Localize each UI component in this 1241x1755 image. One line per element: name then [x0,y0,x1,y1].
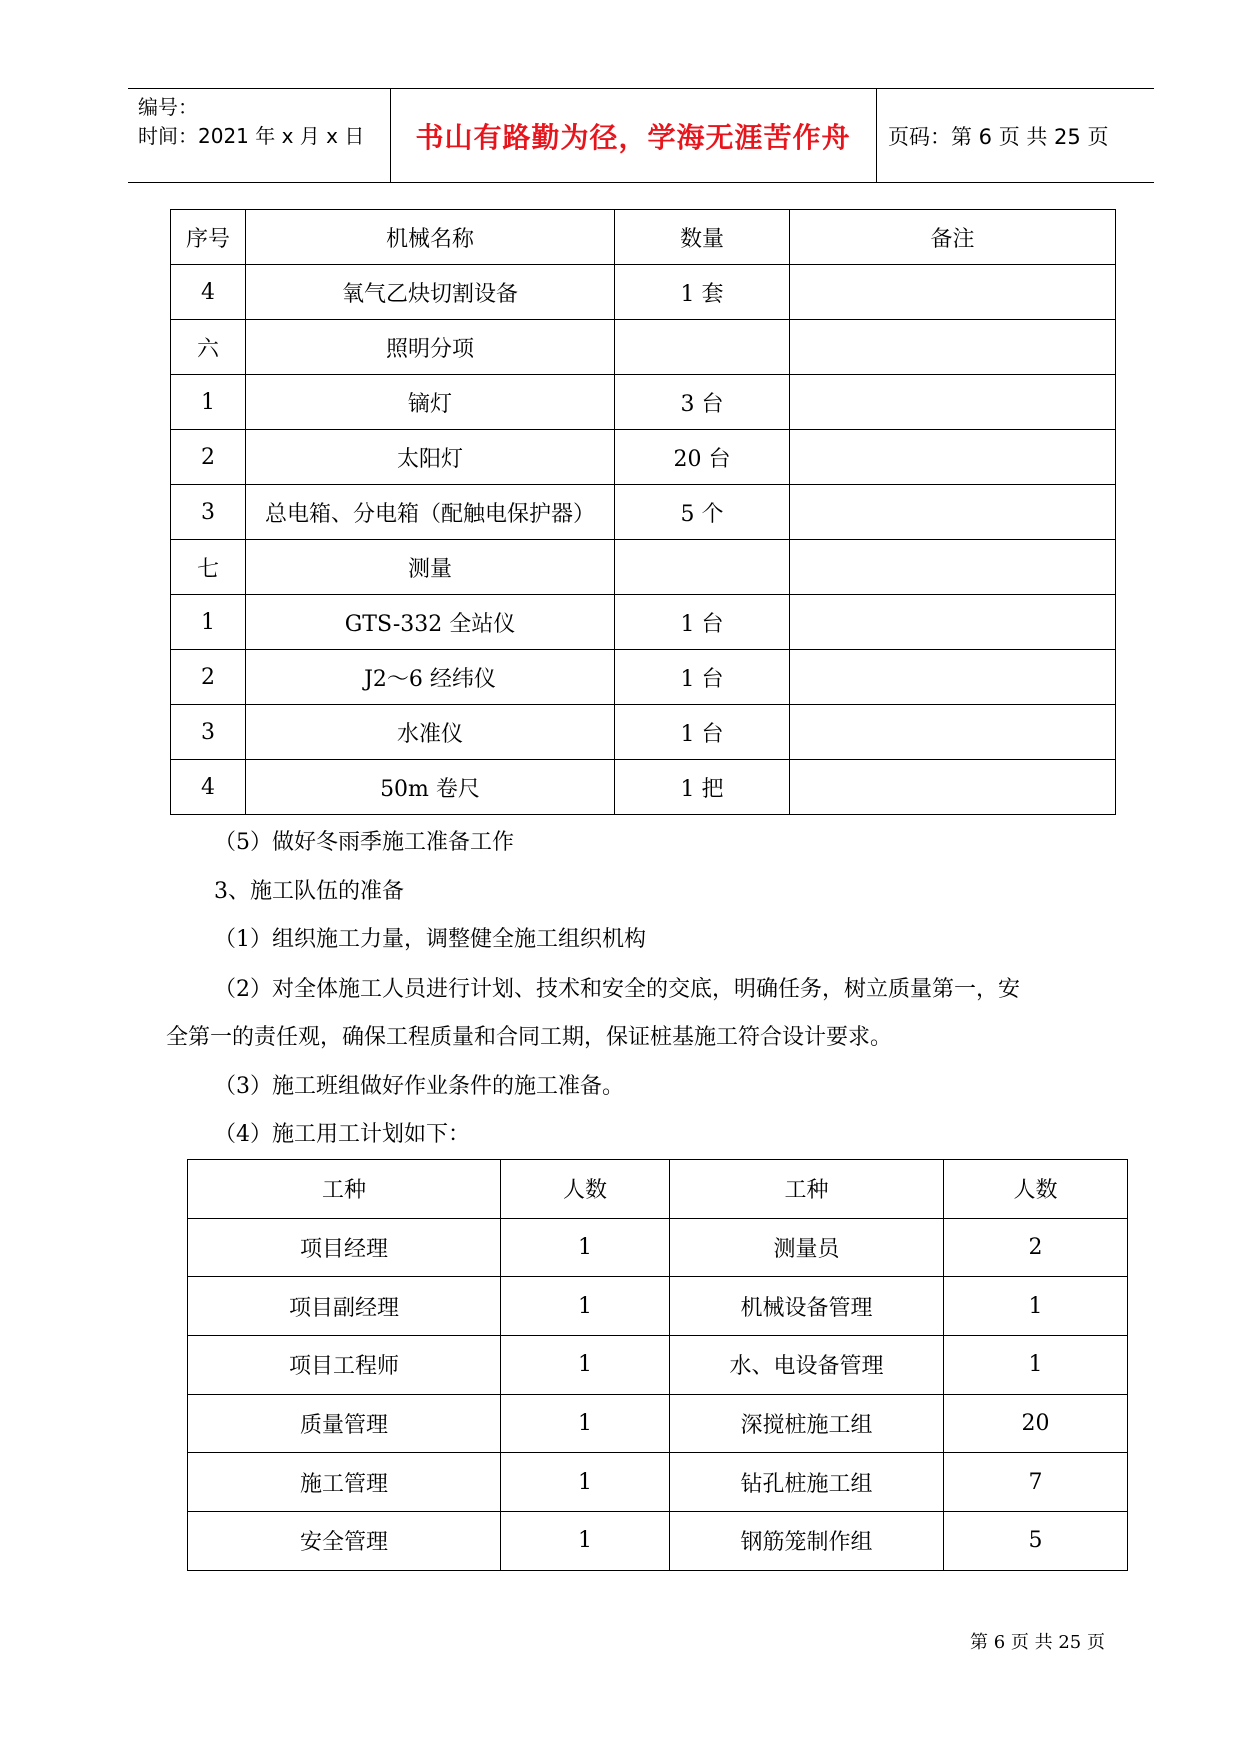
labor-cell: 项目副经理 [188,1277,501,1336]
machinery-cell: 4 [171,760,246,815]
motto: 书山有路勤为径，学海无涯苦作舟 [415,120,851,154]
paragraph: 全第一的责任观，确保工程质量和合同工期，保证桩基施工符合设计要求。 [166,1025,893,1050]
labor-cell: 人数 [501,1160,670,1219]
paragraph: （3）施工班组做好作业条件的施工准备。 [214,1074,624,1099]
table-row [171,265,1116,320]
table-row [171,375,1116,430]
machinery-cell: 水准仪 [246,705,615,760]
labor-cell: 2 [944,1218,1128,1277]
table-header-row [188,1160,1128,1219]
labor-cell: 1 [501,1453,670,1512]
table-row [171,485,1116,540]
machinery-cell: 3 [171,705,246,760]
machinery-cell [790,650,1116,705]
machinery-cell [615,540,790,595]
machinery-cell: 2 [171,650,246,705]
machinery-cell: 1 台 [615,595,790,650]
header-page-cell [876,89,1154,182]
section-heading: 3、施工队伍的准备 [214,879,404,904]
machinery-cell [790,375,1116,430]
labor-cell: 1 [944,1277,1128,1336]
labor-cell: 测量员 [670,1218,944,1277]
machinery-cell: 测量 [246,540,615,595]
machinery-cell: 3 台 [615,375,790,430]
labor-plan-table [187,1159,1128,1571]
machinery-cell [790,485,1116,540]
labor-cell: 工种 [670,1160,944,1219]
table-row [188,1453,1128,1512]
paragraph: （1）组织施工力量，调整健全施工组织机构 [214,927,646,952]
labor-cell: 钻孔桩施工组 [670,1453,944,1512]
machinery-cell: 氧气乙炔切割设备 [246,265,615,320]
table-row [171,320,1116,375]
table-row [171,540,1116,595]
header-motto-cell [390,89,877,182]
table-row [171,705,1116,760]
labor-cell: 20 [944,1394,1128,1453]
labor-cell: 项目经理 [188,1218,501,1277]
machinery-cell: 1 套 [615,265,790,320]
labor-cell: 水、电设备管理 [670,1336,944,1395]
labor-cell: 1 [501,1512,670,1571]
table-row [188,1336,1128,1395]
labor-cell: 7 [944,1453,1128,1512]
machinery-cell: 1 台 [615,705,790,760]
table-row [188,1512,1128,1571]
machinery-cell: 1 台 [615,650,790,705]
machinery-cell [790,430,1116,485]
labor-cell: 工种 [188,1160,501,1219]
machinery-cell: 1 把 [615,760,790,815]
machinery-cell: 4 [171,265,246,320]
machinery-cell: 太阳灯 [246,430,615,485]
labor-cell: 质量管理 [188,1394,501,1453]
machinery-cell: 数量 [615,210,790,265]
labor-cell: 1 [944,1336,1128,1395]
machinery-cell: 5 个 [615,485,790,540]
machinery-cell: 照明分项 [246,320,615,375]
labor-cell: 人数 [944,1160,1128,1219]
table-row [188,1277,1128,1336]
machinery-cell: 六 [171,320,246,375]
machinery-cell: 3 [171,485,246,540]
machinery-cell: 1 [171,375,246,430]
machinery-cell [790,265,1116,320]
machinery-cell: 1 [171,595,246,650]
serial-label: 编号： [138,95,198,119]
paragraph: （2）对全体施工人员进行计划、技术和安全的交底，明确任务，树立质量第一，安 [214,977,1020,1002]
machinery-cell: 镝灯 [246,375,615,430]
labor-cell: 项目工程师 [188,1336,501,1395]
date-label: 时间：2021 年 x 月 x 日 [138,124,365,148]
machinery-cell: 序号 [171,210,246,265]
labor-cell: 5 [944,1512,1128,1571]
machinery-cell [790,595,1116,650]
machinery-cell: 七 [171,540,246,595]
header-meta [128,89,391,182]
labor-cell: 1 [501,1336,670,1395]
machinery-cell [790,705,1116,760]
machinery-cell: GTS-332 全站仪 [246,595,615,650]
labor-cell: 安全管理 [188,1512,501,1571]
labor-cell: 1 [501,1218,670,1277]
table-row [171,760,1116,815]
machinery-cell: 备注 [790,210,1116,265]
machinery-cell: 机械名称 [246,210,615,265]
machinery-cell: J2～6 经纬仪 [246,650,615,705]
page-footer: 第 6 页 共 25 页 [970,1632,1105,1653]
machinery-cell: 总电箱、分电箱（配触电保护器） [246,485,615,540]
table-row [171,650,1116,705]
labor-cell: 钢筋笼制作组 [670,1512,944,1571]
table-row [188,1394,1128,1453]
machinery-cell: 2 [171,430,246,485]
machinery-cell: 20 台 [615,430,790,485]
paragraph: （5）做好冬雨季施工准备工作 [214,830,514,855]
paragraph: （4）施工用工计划如下： [214,1122,470,1147]
page-header [128,88,1154,183]
machinery-cell [790,760,1116,815]
machinery-cell [615,320,790,375]
labor-cell: 1 [501,1394,670,1453]
page-label: 页码：第 6 页 共 25 页 [888,124,1109,149]
table-row [188,1218,1128,1277]
labor-cell: 施工管理 [188,1453,501,1512]
machinery-table [170,209,1116,815]
table-row [171,430,1116,485]
machinery-cell: 50m 卷尺 [246,760,615,815]
labor-cell: 1 [501,1277,670,1336]
table-row [171,595,1116,650]
labor-cell: 深搅桩施工组 [670,1394,944,1453]
table-header-row [171,210,1116,265]
machinery-cell [790,320,1116,375]
machinery-cell [790,540,1116,595]
labor-cell: 机械设备管理 [670,1277,944,1336]
